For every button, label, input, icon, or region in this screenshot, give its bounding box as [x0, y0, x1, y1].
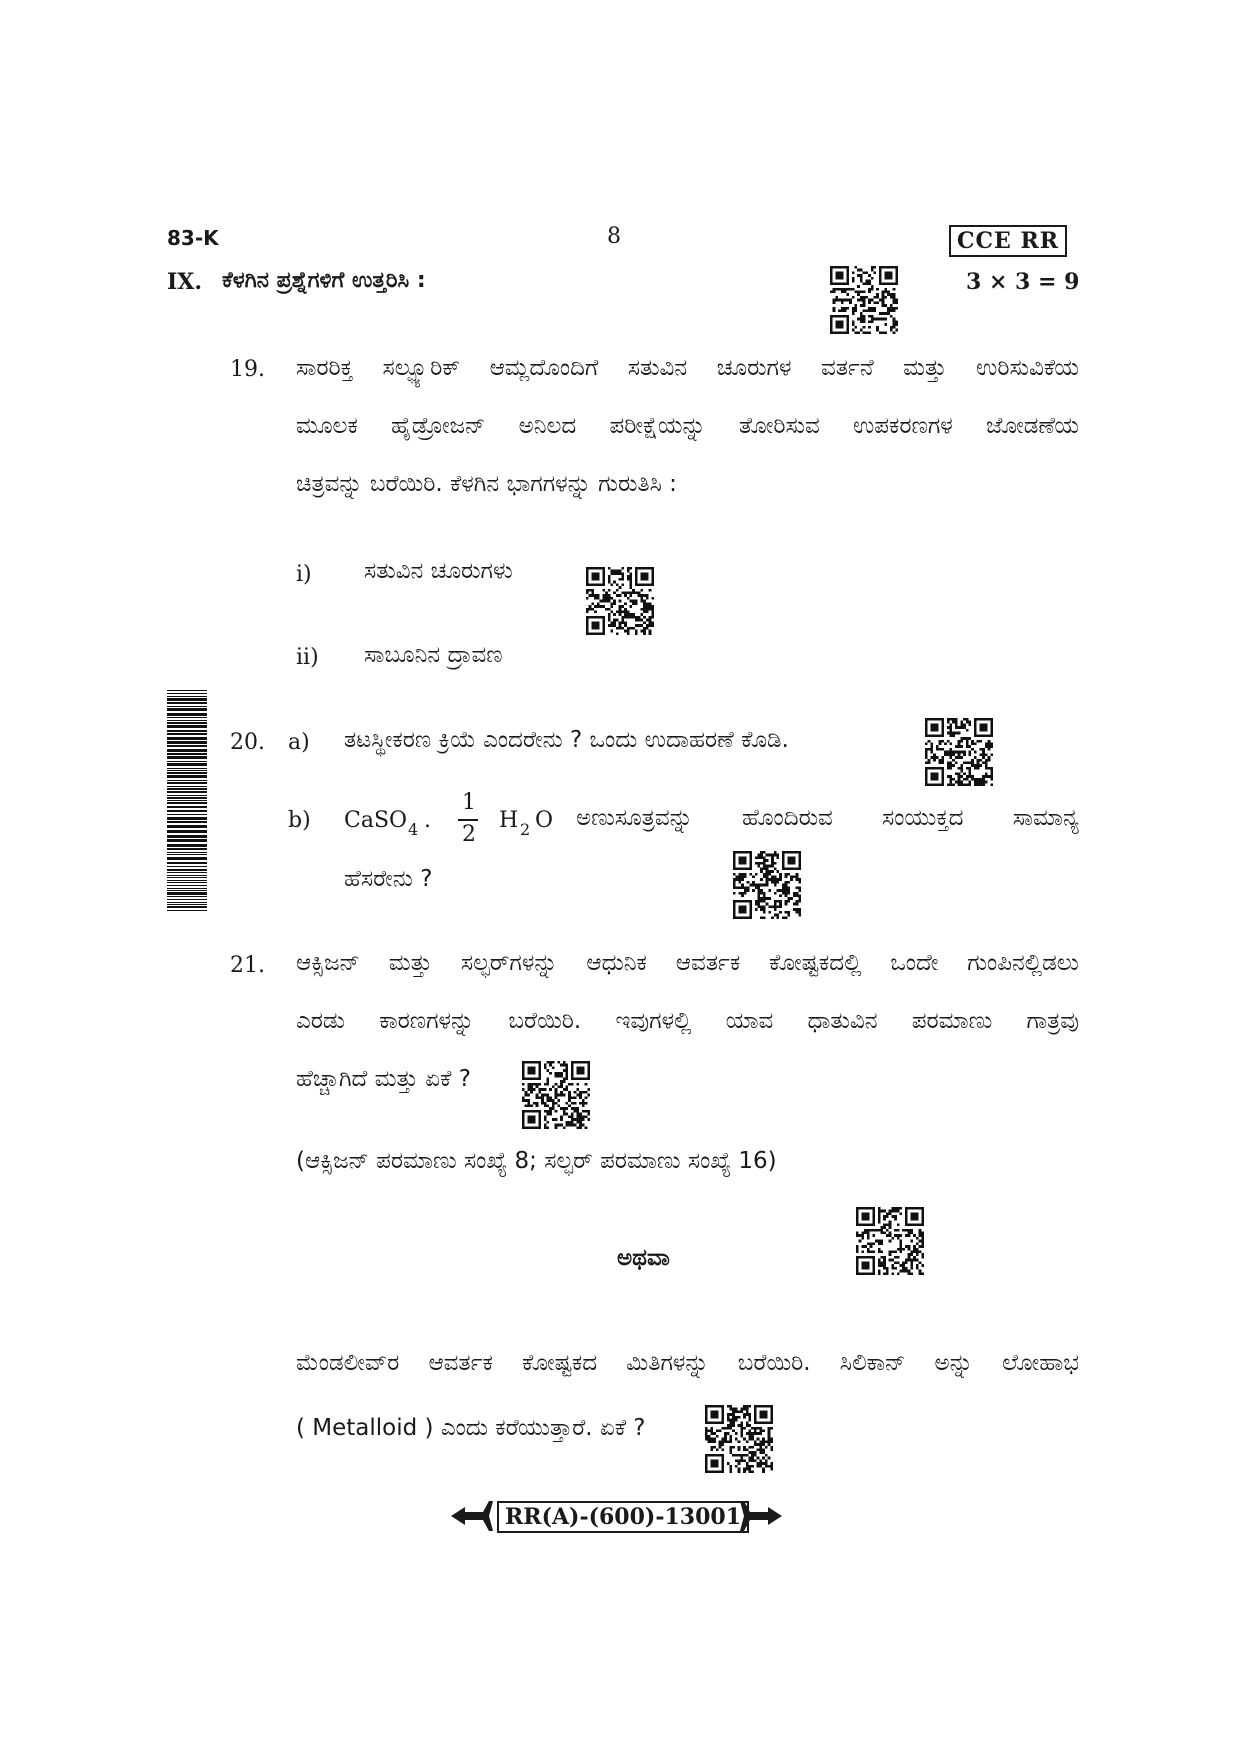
q19-part-i-label: i) — [296, 562, 312, 587]
q21-line-3: ಹೆಚ್ಚಾಗಿದೆ ಮತ್ತು ಏಕೆ ? — [296, 1066, 471, 1092]
or-label: ಅಥವಾ — [617, 1245, 670, 1271]
qr-code-q21 — [522, 1061, 590, 1129]
qr-code-or — [856, 1207, 924, 1275]
formula-dot: . — [424, 808, 431, 833]
q20-formula — [344, 790, 564, 850]
q21-atomic-number-note: (ಆಕ್ಸಿಜನ್ ಪರಮಾಣು ಸಂಖ್ಯೆ 8; ಸಲ್ಫರ್ ಪರಮಾಣು ಸಂಖ್ಯೆ 16) — [296, 1148, 777, 1174]
formula-h: H — [499, 808, 519, 833]
qr-code-section — [830, 266, 898, 334]
q20-b-label: b) — [288, 808, 311, 833]
fraction-denominator: 2 — [462, 822, 476, 847]
q20-a-text: ತಟಸ್ಥೀಕರಣ ಕ್ರಿಯೆ ಎಂದರೇನು ? ಒಂದು ಉದಾಹರಣೆ ಕೊಡಿ. — [344, 727, 789, 753]
q21-alt-line-2: ( Metalloid ) ಎಂದು ಕರೆಯುತ್ತಾರೆ. ಏಕೆ ? — [296, 1415, 646, 1441]
section-marks: 3 × 3 = 9 — [966, 269, 1080, 295]
q19-line-3: ಚಿತ್ರವನ್ನು ಬರೆಯಿರಿ. ಕೆಳಗಿನ ಭಾಗಗಳನ್ನು ಗುರುತಿಸಿ : — [296, 471, 677, 497]
formula-caso: CaSO — [344, 808, 408, 833]
q19-part-ii-text: ಸಾಬೂನಿನ ದ್ರಾವಣ — [364, 642, 503, 668]
q19-part-ii-label: ii) — [296, 645, 319, 670]
paper-code: 83-K — [167, 226, 219, 250]
q21-line-2: ಎರಡು ಕಾರಣಗಳನ್ನು ಬರೆಯಿರಿ. ಇವುಗಳಲ್ಲಿ ಯಾವ ಧಾತುವಿನ ಪರಮಾಣು ಗಾತ್ರವು — [296, 1008, 1079, 1034]
section-roman: IX. — [167, 269, 203, 295]
formula-o: O — [535, 808, 554, 833]
q19-part-i-text: ಸತುವಿನ ಚೂರುಗಳು — [364, 558, 513, 584]
q19-number: 19. — [230, 357, 265, 382]
q20-number: 20. — [230, 730, 265, 755]
q19-line-1: ಸಾರರಿಕ್ತ ಸಲ್ಫ್ಯೂರಿಕ್ ಆಮ್ಲದೊಂದಿಗೆ ಸತುವಿನ ಚೂರುಗಳ ವರ್ತನೆ ಮತ್ತು ಉರಿಸುವಿಕೆಯ — [296, 355, 1079, 381]
barcode — [167, 690, 207, 912]
q21-alt-line-1: ಮೆಂಡಲೀವ್‌ರ ಆವರ್ತಕ ಕೋಷ್ಟಕದ ಮಿತಿಗಳನ್ನು ಬರೆಯಿರಿ. ಸಿಲಿಕಾನ್ ಅನ್ನು ಲೋಹಾಭ — [296, 1350, 1079, 1376]
fraction-numerator: 1 — [462, 790, 476, 815]
q19-line-2: ಮೂಲಕ ಹೈಡ್ರೋಜನ್ ಅನಿಲದ ಪರೀಕ್ಷೆಯನ್ನು ತೋರಿಸುವ ಉಪಕರಣಗಳ ಜೋಡಣೆಯ — [296, 413, 1079, 439]
q21-number: 21. — [230, 953, 265, 978]
qr-code-q20a — [925, 718, 993, 786]
cce-rr-tag: CCE RR — [949, 225, 1067, 257]
q20-a-label: a) — [288, 730, 310, 755]
page-number: 8 — [607, 224, 621, 249]
qr-code-q19 — [586, 567, 654, 635]
fraction-bar — [458, 819, 478, 821]
footer-arrow-left-icon — [449, 1497, 493, 1535]
q20-b-line-2: ಹೆಸರೇನು ? — [344, 866, 433, 892]
footer-code: RR(A)-(600)-13001 — [497, 1501, 749, 1533]
section-title: ಕೆಳಗಿನ ಪ್ರಶ್ನೆಗಳಿಗೆ ಉತ್ತರಿಸಿ : — [222, 268, 426, 293]
qr-code-q20b — [733, 851, 801, 919]
qr-code-alt — [705, 1405, 773, 1473]
q20-b-text: ಅಣುಸೂತ್ರವನ್ನು ಹೊಂದಿರುವ ಸಂಯುಕ್ತದ ಸಾಮಾನ್ಯ — [576, 805, 1079, 831]
formula-sub-4: 4 — [408, 820, 419, 839]
footer-arrow-right-icon — [740, 1497, 784, 1535]
formula-sub-2: 2 — [520, 820, 531, 839]
q21-line-1: ಆಕ್ಸಿಜನ್ ಮತ್ತು ಸಲ್ಫರ್‌ಗಳನ್ನು ಆಧುನಿಕ ಆವರ್ತಕ ಕೋಷ್ಟಕದಲ್ಲಿ ಒಂದೇ ಗುಂಪಿನಲ್ಲಿಡಲು — [296, 950, 1079, 976]
